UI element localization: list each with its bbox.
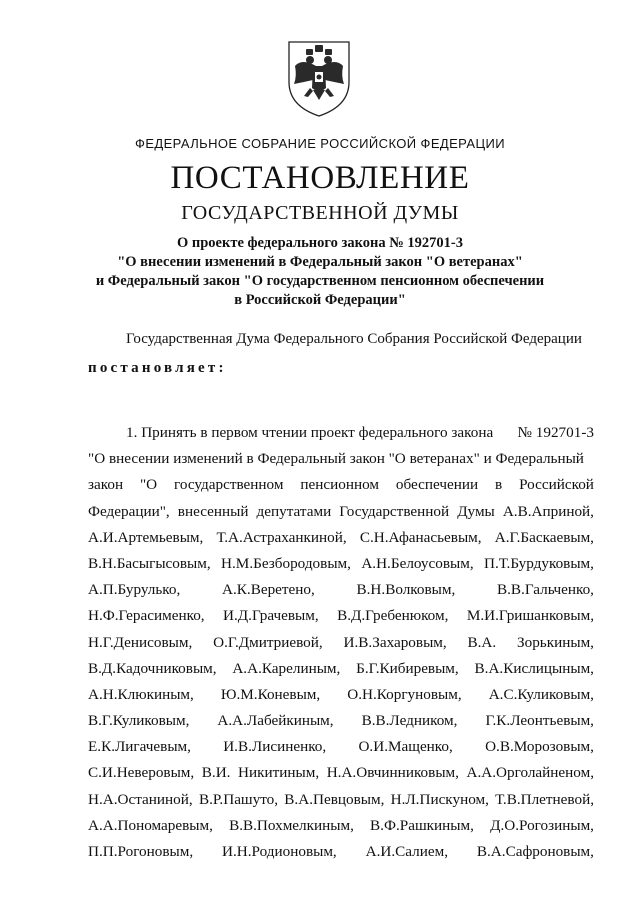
body-word: Г.К.Леонтьевым, <box>485 712 594 730</box>
body-word: "О <box>139 476 158 494</box>
body-word: А.А.Карелиным, <box>232 659 341 677</box>
body-word: А.А.Пономаревым, <box>88 816 213 834</box>
body-line <box>88 603 594 629</box>
body-word: Б.Г.Кибиревым, <box>356 659 459 677</box>
body-word: Н.Ф.Герасименко, <box>88 607 205 625</box>
body-word: О.Г.Дмитриевой, <box>213 633 323 651</box>
body-word: О.Н.Коргуновым, <box>347 685 462 703</box>
body-word: О.В.Морозовым, <box>485 738 594 756</box>
body-line <box>88 420 594 446</box>
resolution-body <box>88 420 594 865</box>
body-word: в <box>495 476 503 494</box>
body-word: Н.Л.Пискуном, <box>390 790 489 808</box>
body-word: И.Н.Родионовым, <box>222 843 337 860</box>
body-word: В.Ф.Рашкиным, <box>370 816 474 834</box>
body-word: В.Д.Кадочниковым, <box>88 659 217 677</box>
body-word: В.Н.Волковым, <box>356 581 456 599</box>
body-word: Н.М.Безбородовым, <box>221 554 351 572</box>
body-word: Думы <box>457 502 495 520</box>
body-line <box>88 630 594 656</box>
body-word: 1. Принять в первом чтении проект федерального закона <box>126 424 494 441</box>
body-word: Российской <box>519 476 594 494</box>
body-word: В.А.Сафроновым, <box>476 843 594 860</box>
body-line <box>88 499 594 525</box>
body-word: А.С.Куликовым, <box>488 685 594 703</box>
body-word: М.И.Гришанковым, <box>466 607 594 625</box>
body-word: В.Г.Куликовым, <box>88 712 190 730</box>
body-word: В.В.Похмелкиным, <box>229 816 354 834</box>
body-word: А.Н.Клюкиным, <box>88 685 194 703</box>
body-line <box>88 446 594 472</box>
body-word: А.А.Орголайненом, <box>466 764 594 782</box>
body-word: В.В.Гальченко, <box>496 581 594 599</box>
resolution-title <box>60 234 580 310</box>
body-word: В.Н.Басыгысовым, <box>88 554 211 572</box>
organization-heading: ФЕДЕРАЛЬНОЕ СОБРАНИЕ РОССИЙСКОЙ ФЕДЕРАЦИИ <box>135 136 505 151</box>
body-word: Т.В.Плетневой, <box>495 790 594 808</box>
body-word: В.А. <box>467 633 497 651</box>
body-word: обеспечении <box>395 476 479 494</box>
body-word: П.П.Рогоновым, <box>88 843 194 860</box>
title-line: "О внесении изменений в Федеральный закон "О ветеранах" <box>117 254 523 270</box>
body-word: С.И.Неверовым, <box>88 764 195 782</box>
body-word: Ю.М.Коневым, <box>220 685 321 703</box>
body-line <box>88 787 594 813</box>
body-word: Н.Г.Денисовым, <box>88 633 193 651</box>
body-word: П.Т.Бурдуковым, <box>484 554 594 572</box>
body-word: А.К.Веретено, <box>222 581 315 599</box>
body-word: Государственной <box>339 502 450 520</box>
body-word: С.Н.Афанасьевым, <box>359 528 482 546</box>
body-line <box>88 760 594 786</box>
body-line <box>88 682 594 708</box>
body-word: А.Г.Баскаевым, <box>494 528 594 546</box>
body-line <box>88 813 594 839</box>
body-word: Е.К.Лигачевым, <box>88 738 191 756</box>
body-word: Д.О.Рогозиным, <box>490 816 594 834</box>
body-word: Н.А.Овчинниковым, <box>326 764 459 782</box>
body-line <box>88 734 594 760</box>
body-line <box>88 708 594 734</box>
body-word: Н.А.Останиной, <box>88 790 193 808</box>
body-word: О.И.Мащенко, <box>358 738 453 756</box>
title-line: О проекте федерального закона № 192701-3 <box>176 235 464 251</box>
issuer-heading: ГОСУДАРСТВЕННОЙ ДУМЫ <box>181 202 459 224</box>
body-line <box>88 656 594 682</box>
body-line <box>88 525 594 551</box>
body-word: И.В.Захаровым, <box>343 633 447 651</box>
body-word: В.И. <box>201 764 231 782</box>
body-word: Федерации", <box>88 502 170 520</box>
body-word: А.П.Бурулько, <box>88 581 181 599</box>
body-word: В.А.Кислицыным, <box>474 659 594 677</box>
body-word: И.Д.Грачевым, <box>223 607 319 625</box>
body-word: В.В.Ледником, <box>361 712 458 730</box>
body-word: А.А.Лабейкиным, <box>217 712 334 730</box>
body-word: депутатами <box>256 502 332 520</box>
body-line <box>88 551 594 577</box>
body-word: В.Д.Гребенюком, <box>337 607 449 625</box>
body-word: Т.А.Астраханкиной, <box>216 528 347 546</box>
body-word: А.В.Априной, <box>502 502 594 520</box>
coat-of-arms-emblem-icon <box>280 36 358 120</box>
body-word: закон <box>88 476 124 494</box>
body-word: внесенный <box>177 502 249 520</box>
body-word: № 192701-3 <box>517 424 594 441</box>
document-type-heading: ПОСТАНОВЛЕНИЕ <box>170 160 470 196</box>
body-word: В.Р.Пашуто, <box>198 790 279 808</box>
body-line <box>88 839 594 865</box>
decree-word: постановляет: <box>88 360 227 376</box>
body-word: Зорькиным, <box>517 633 594 651</box>
body-word: А.И.Артемьевым, <box>88 528 204 546</box>
body-line <box>88 472 594 498</box>
title-line: в Российской Федерации" <box>234 292 406 308</box>
body-word: "О внесении изменений в Федеральный закон "О ветеранах" и Федеральный <box>88 450 584 468</box>
body-word: А.Н.Белоусовым, <box>361 554 474 572</box>
body-word: пенсионном <box>300 476 379 494</box>
body-word: Никитиным, <box>238 764 320 782</box>
body-word: В.А.Певцовым, <box>284 790 385 808</box>
body-line <box>88 577 594 603</box>
body-word: А.И.Салием, <box>365 843 448 860</box>
title-line: и Федеральный закон "О государственном пенсионном обеспечении <box>95 273 545 289</box>
body-word: государственном <box>174 476 284 494</box>
preamble-text: Государственная Дума Федерального Собрания Российской Федерации <box>126 331 582 347</box>
body-word: И.В.Лисиненко, <box>223 738 327 756</box>
